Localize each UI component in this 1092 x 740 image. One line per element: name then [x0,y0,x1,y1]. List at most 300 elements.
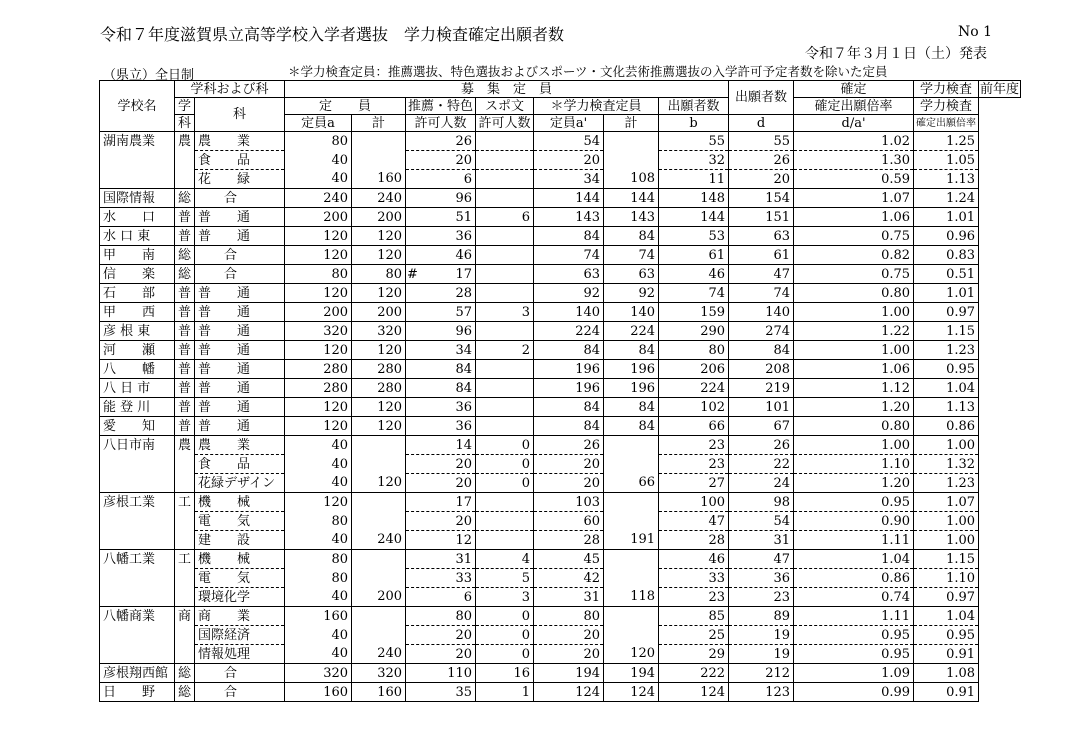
cell-applicants: 85 [659,607,729,626]
cell-ratio: 0.86 [794,569,914,588]
header-suisen: 推薦・特色 [406,98,476,115]
cell-suisen-value: 96 [455,190,473,206]
cell-teiin: 120 [285,341,352,360]
header-teiin: 定 員 [285,98,406,115]
cell-confirmed: 123 [729,683,794,702]
cell-suisen-value: 57 [455,304,473,320]
cell-prev: 1.07 [914,493,979,512]
cell-total2 [604,455,659,474]
cell-confirmed: 98 [729,493,794,512]
cell-confirmed: 101 [729,398,794,417]
cell-total [352,569,406,588]
cell-confirmed: 22 [729,455,794,474]
cell-applicants: 290 [659,322,729,341]
cell-suisen-value: 20 [455,627,473,643]
footnote: ＊学力検査定員：推薦選抜、特色選抜およびスポーツ・文化芸術推薦選抜の入学許可予定者数を除いた定員 [288,64,888,79]
header-prev-1: 前年度 [980,81,1020,97]
cell-suisen-value: 36 [455,228,473,244]
cell-dept: 普 通 [195,227,285,246]
cell-confirmed: 24 [729,474,794,493]
cell-teiin: 120 [285,417,352,436]
cell-suisen-value: 20 [455,646,473,662]
cell-ratio: 0.80 [794,417,914,436]
header-suisen-kyoka: 許可人数 [406,115,476,132]
cell-spo: 5 [476,569,534,588]
cell-confirmed: 61 [729,246,794,265]
cell-ratio: 1.00 [794,303,914,322]
cell-suisen-value: 33 [455,570,473,586]
header-spo-kyoka: 許可人数 [476,115,534,132]
cell-gakuryoku: 34 [534,170,604,189]
cell-confirmed: 26 [729,436,794,455]
cell-ratio: 1.10 [794,455,914,474]
cell-dept: 情報処理 [195,645,285,664]
cell-suisen [406,227,476,246]
cell-spo: 0 [476,607,534,626]
header-dept-group: 学科および科 [175,81,285,98]
cell-total: 200 [352,303,406,322]
cell-gakka [175,151,195,170]
cell-confirmed: 140 [729,303,794,322]
cell-suisen-value: 36 [455,418,473,434]
cell-gakka [175,531,195,550]
cell-ratio: 0.82 [794,246,914,265]
cell-suisen-value: 14 [455,437,473,453]
cell-ratio: 0.75 [794,227,914,246]
cell-gakuryoku: 124 [534,683,604,702]
table-row [100,303,1021,322]
cell-spo [476,227,534,246]
cell-total2: 108 [604,170,659,189]
cell-total2: 74 [604,246,659,265]
cell-teiin: 120 [285,284,352,303]
header-total: 計 [352,115,406,132]
cell-suisen [406,265,476,284]
cell-prev: 1.00 [914,531,979,550]
cell-suisen [406,436,476,455]
cell-gakuryoku: 42 [534,569,604,588]
table-row [100,341,1021,360]
cell-spo: 3 [476,303,534,322]
header-confirmed-1: 確定 [794,81,914,98]
cell-suisen [406,664,476,683]
cell-suisen-value: 6 [463,171,473,187]
cell-dept: 環境化学 [195,588,285,607]
cell-total: 120 [352,341,406,360]
cell-total2: 196 [604,379,659,398]
cell-suisen [406,322,476,341]
cell-ratio: 0.59 [794,170,914,189]
cell-confirmed: 89 [729,607,794,626]
cell-ratio: 1.07 [794,189,914,208]
cell-total2 [604,626,659,645]
cell-gakka [175,474,195,493]
cell-suisen [406,474,476,493]
cell-suisen-value: 20 [455,152,473,168]
cell-confirmed: 84 [729,341,794,360]
cell-ratio: 1.09 [794,664,914,683]
cell-total2: 84 [604,417,659,436]
cell-total2: 118 [604,588,659,607]
cell-dept: 普 通 [195,284,285,303]
cell-dept: 国際経済 [195,626,285,645]
cell-prev: 1.08 [914,664,979,683]
cell-gakuryoku: 80 [534,607,604,626]
cell-applicants: 46 [659,265,729,284]
cell-applicants: 27 [659,474,729,493]
cell-teiin: 80 [285,569,352,588]
cell-teiin: 280 [285,360,352,379]
cell-confirmed: 26 [729,151,794,170]
cell-suisen-value: 6 [463,589,473,605]
cell-teiin: 40 [285,626,352,645]
table-row [100,132,1021,151]
cell-total: 120 [352,398,406,417]
cell-confirmed: 63 [729,227,794,246]
header-recruit: 募 集 定 員 [285,81,729,98]
cell-confirmed: 19 [729,645,794,664]
cell-confirmed: 36 [729,569,794,588]
cell-gakuryoku: 103 [534,493,604,512]
cell-total: 240 [352,531,406,550]
cell-dept: 農 業 [195,436,285,455]
cell-total [352,151,406,170]
cell-prev: 1.15 [914,550,979,569]
cell-gakka: 総 [175,664,195,683]
cell-spo [476,379,534,398]
cell-total2 [604,607,659,626]
cell-gakka: 普 [175,303,195,322]
cell-confirmed: 208 [729,360,794,379]
table-row [100,474,1021,493]
cell-total [352,493,406,512]
cell-teiin: 40 [285,151,352,170]
cell-prev: 1.01 [914,284,979,303]
cell-suisen-value: 20 [455,456,473,472]
cell-school: 彦 根 東 [100,322,175,341]
cell-suisen [406,550,476,569]
cell-suisen [406,569,476,588]
cell-gakuryoku: 20 [534,455,604,474]
cell-spo [476,322,534,341]
cell-suisen [406,512,476,531]
cell-gakuryoku: 84 [534,227,604,246]
cell-prev: 0.97 [914,588,979,607]
cell-gakuryoku: 54 [534,132,604,151]
cell-dept: 普 通 [195,341,285,360]
cell-total: 200 [352,208,406,227]
header-gakka-1: 学 [175,98,195,115]
cell-dept: 電 気 [195,569,285,588]
cell-applicants: 23 [659,436,729,455]
cell-prev: 0.95 [914,360,979,379]
cell-total2: 66 [604,474,659,493]
cell-dept: 電 気 [195,512,285,531]
table-row [100,322,1021,341]
cell-suisen-value: 20 [455,513,473,529]
cell-school [100,626,175,645]
cell-prev: 1.13 [914,398,979,417]
cell-teiin: 40 [285,588,352,607]
cell-prev: 1.15 [914,322,979,341]
cell-prev: 0.83 [914,246,979,265]
cell-suisen [406,151,476,170]
cell-total: 280 [352,360,406,379]
cell-prev: 1.00 [914,436,979,455]
cell-gakuryoku: 60 [534,512,604,531]
cell-total: 120 [352,474,406,493]
cell-gakka [175,588,195,607]
cell-school: 彦根工業 [100,493,175,512]
cell-teiin: 40 [285,170,352,189]
table-row [100,360,1021,379]
cell-spo [476,417,534,436]
cell-total2: 194 [604,664,659,683]
table-row [100,189,1021,208]
cell-dept: 合 [195,683,285,702]
cell-applicants: 100 [659,493,729,512]
cell-school: 甲 西 [100,303,175,322]
cell-ratio: 0.90 [794,512,914,531]
cell-prev: 1.05 [914,151,979,170]
cell-suisen-value: 17 [455,266,473,282]
cell-school: 彦根翔西館 [100,664,175,683]
cell-gakka: 普 [175,208,195,227]
cell-dept: 普 通 [195,208,285,227]
cell-ratio: 1.06 [794,360,914,379]
header-confirmed-2: 出願者数 [659,98,729,115]
cell-dept: 花緑デザイン [195,474,285,493]
cell-spo: 0 [476,436,534,455]
header-b: b [659,115,729,132]
table-row [100,531,1021,550]
cell-suisen-value: 96 [455,323,473,339]
cell-suisen [406,360,476,379]
cell-prev: 0.86 [914,417,979,436]
cell-dept: 農 業 [195,132,285,151]
cell-school [100,455,175,474]
cell-gakka: 総 [175,246,195,265]
cell-confirmed: 47 [729,265,794,284]
cell-suisen [406,417,476,436]
cell-gakka: 普 [175,322,195,341]
cell-ratio: 1.20 [794,398,914,417]
cell-gakuryoku: 26 [534,436,604,455]
cell-gakka [175,512,195,531]
cell-applicants: 74 [659,284,729,303]
cell-school: 河 瀬 [100,341,175,360]
cell-teiin: 80 [285,550,352,569]
table-row [100,683,1021,702]
cell-gakka: 普 [175,398,195,417]
table-row [100,455,1021,474]
cell-applicants: 206 [659,360,729,379]
cell-school: 甲 南 [100,246,175,265]
cell-prev: 1.00 [914,512,979,531]
cell-total: 240 [352,645,406,664]
cell-school: 八幡工業 [100,550,175,569]
cell-teiin: 280 [285,379,352,398]
cell-spo [476,265,534,284]
cell-spo [476,284,534,303]
cell-teiin: 40 [285,436,352,455]
cell-dept: 機 械 [195,493,285,512]
cell-dept: 合 [195,246,285,265]
cell-suisen-value: 28 [455,285,473,301]
cell-total2 [604,436,659,455]
cell-applicants: 29 [659,645,729,664]
cell-total: 280 [352,379,406,398]
cell-gakuryoku: 20 [534,474,604,493]
header-prev-3: 確定出願倍率 [914,115,979,132]
cell-total: 120 [352,284,406,303]
cell-gakuryoku: 92 [534,284,604,303]
cell-ratio: 1.06 [794,208,914,227]
cell-ratio: 0.80 [794,284,914,303]
cell-confirmed: 23 [729,588,794,607]
cell-applicants: 148 [659,189,729,208]
cell-prev: 0.96 [914,227,979,246]
cell-applicants: 224 [659,379,729,398]
cell-total2: 196 [604,360,659,379]
cell-gakka: 農 [175,436,195,455]
cell-total2: 140 [604,303,659,322]
cell-confirmed: 31 [729,531,794,550]
cell-total [352,626,406,645]
cell-teiin: 40 [285,455,352,474]
cell-total: 240 [352,189,406,208]
cell-total2: 144 [604,189,659,208]
cell-total2 [604,132,659,151]
cell-gakuryoku: 196 [534,379,604,398]
cell-gakuryoku: 84 [534,398,604,417]
cell-ratio: 1.00 [794,341,914,360]
cell-suisen-value: 20 [455,475,473,491]
cell-spo: 1 [476,683,534,702]
cell-teiin: 40 [285,531,352,550]
table-row [100,588,1021,607]
cell-dept: 普 通 [195,379,285,398]
cell-suisen-value: 36 [455,399,473,415]
cell-gakka: 普 [175,341,195,360]
cell-suisen-value: 80 [455,608,473,624]
cell-suisen [406,531,476,550]
cell-gakka [175,170,195,189]
cell-gakka: 総 [175,683,195,702]
cell-school: 八幡商業 [100,607,175,626]
cell-teiin: 120 [285,493,352,512]
cell-suisen [406,645,476,664]
cell-applicants: 28 [659,531,729,550]
cell-applicants: 25 [659,626,729,645]
cell-teiin: 40 [285,474,352,493]
cell-teiin: 320 [285,322,352,341]
cell-ratio: 0.74 [794,588,914,607]
cell-spo: 6 [476,208,534,227]
applicants-table [99,80,1021,702]
cell-gakuryoku: 74 [534,246,604,265]
school-category: （県立）全日制 [103,68,195,83]
cell-school: 水 口 [100,208,175,227]
cell-prev: 1.10 [914,569,979,588]
table-row [100,550,1021,569]
cell-teiin: 200 [285,208,352,227]
cell-school: 信 楽 [100,265,175,284]
cell-gakka [175,455,195,474]
cell-school: 愛 知 [100,417,175,436]
cell-spo: 2 [476,341,534,360]
cell-suisen-value: 31 [455,551,473,567]
cell-prev: 0.95 [914,626,979,645]
cell-ratio: 1.02 [794,132,914,151]
header-ka: 科 [195,98,285,132]
table-row [100,227,1021,246]
cell-spo [476,512,534,531]
cell-gakuryoku: 84 [534,341,604,360]
table-row [100,493,1021,512]
cell-ratio: 1.04 [794,550,914,569]
cell-total [352,436,406,455]
table-row [100,569,1021,588]
page-title: 令和７年度滋賀県立高等学校入学者選抜 学力検査確定出願者数 [100,25,565,44]
cell-spo [476,398,534,417]
cell-total2: 84 [604,341,659,360]
header-school: 学校名 [100,81,175,132]
cell-dept: 花 緑 [195,170,285,189]
cell-gakka: 普 [175,360,195,379]
cell-applicants: 23 [659,588,729,607]
cell-gakka: 普 [175,284,195,303]
cell-confirmed: 47 [729,550,794,569]
cell-school: 八 幡 [100,360,175,379]
cell-gakuryoku: 224 [534,322,604,341]
cell-applicants: 144 [659,208,729,227]
table-row [100,626,1021,645]
cell-suisen-value: 34 [455,342,473,358]
cell-school: 湖南農業 [100,132,175,151]
table-row [100,246,1021,265]
cell-suisen [406,379,476,398]
cell-gakka: 総 [175,265,195,284]
cell-applicants: 102 [659,398,729,417]
cell-teiin: 120 [285,227,352,246]
cell-total2: 143 [604,208,659,227]
cell-ratio: 0.95 [794,493,914,512]
cell-gakka: 普 [175,227,195,246]
cell-gakuryoku: 143 [534,208,604,227]
cell-confirmed: 74 [729,284,794,303]
header-total2: 計 [604,115,659,132]
cell-school [100,151,175,170]
cell-school [100,474,175,493]
cell-total2: 124 [604,683,659,702]
header-ratio-3: d/a' [794,115,914,132]
table-row [100,208,1021,227]
cell-total2 [604,569,659,588]
cell-school: 石 部 [100,284,175,303]
cell-suisen [406,170,476,189]
cell-applicants: 159 [659,303,729,322]
table-row [100,284,1021,303]
cell-applicants: 11 [659,170,729,189]
cell-dept: 普 通 [195,303,285,322]
cell-total [352,455,406,474]
cell-suisen [406,284,476,303]
table-row [100,512,1021,531]
header-d: d [729,115,794,132]
cell-total: 320 [352,322,406,341]
cell-ratio: 1.00 [794,436,914,455]
